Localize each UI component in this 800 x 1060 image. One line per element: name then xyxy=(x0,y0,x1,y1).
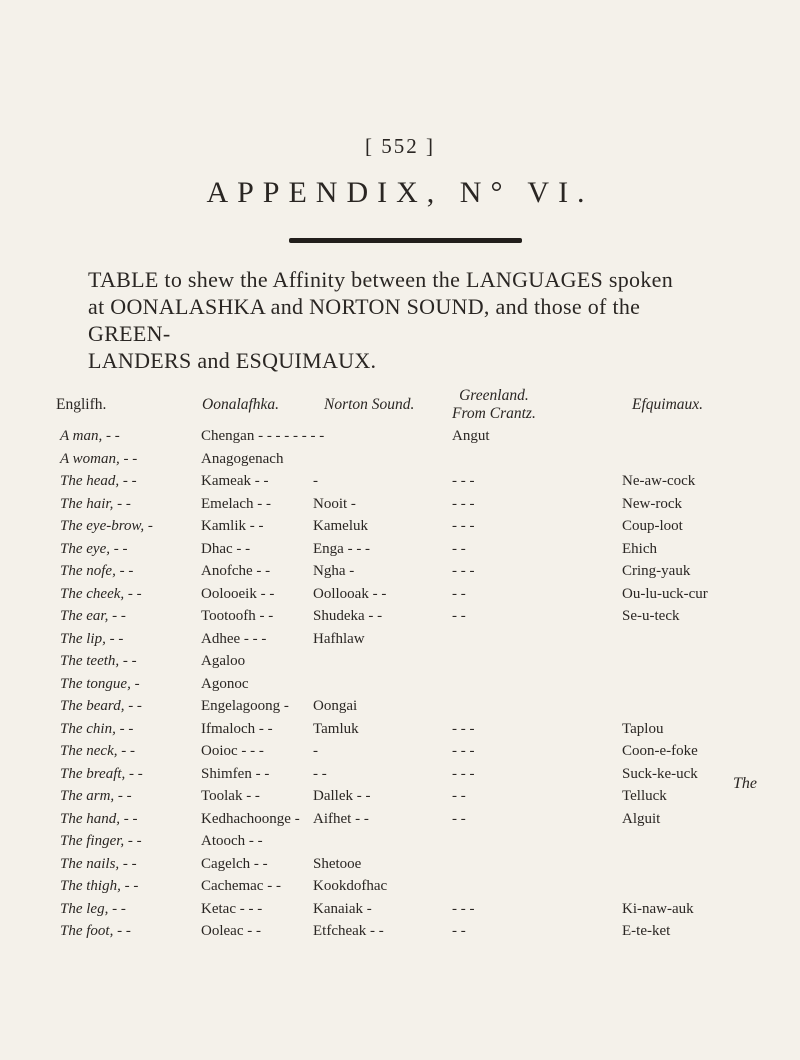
cell-english: The leg, - - xyxy=(60,900,126,917)
table-row xyxy=(0,921,800,942)
cell-norton: - - xyxy=(313,765,327,782)
table-caption xyxy=(88,266,728,374)
table-row xyxy=(0,539,800,560)
cell-norton: Enga - - - xyxy=(313,540,371,557)
cell-oonalashka: Kameak - - xyxy=(201,473,269,489)
cell-english: The foot, - - xyxy=(60,923,131,939)
cell-english: The eye-brow, - xyxy=(60,518,153,534)
table-row xyxy=(0,786,800,807)
cell-norton: Hafhlaw xyxy=(313,630,365,647)
cell-norton: Shudeka - - xyxy=(313,608,383,624)
cell-greenland: - - - xyxy=(452,743,475,759)
cell-greenland: Angut xyxy=(452,428,490,444)
cell-english: The finger, - - xyxy=(60,833,142,849)
table-row xyxy=(0,561,800,582)
cell-esquimaux: Alguit xyxy=(622,810,661,827)
header-norton: Norton Sound. xyxy=(324,396,415,413)
cell-greenland: - - xyxy=(452,923,466,939)
table-row xyxy=(0,899,800,920)
cell-oonalashka: Engelagoong - xyxy=(201,698,289,714)
cell-english: The nofe, - - xyxy=(60,563,134,579)
cell-esquimaux: Telluck xyxy=(622,788,667,804)
cell-oonalashka: Ooleac - - xyxy=(201,923,261,939)
cell-esquimaux: Ehich xyxy=(622,540,657,557)
cell-oonalashka: Chengan - - - - - - - - xyxy=(201,428,325,444)
cell-esquimaux: Taplou xyxy=(622,720,664,737)
cell-oonalashka: Adhee - - - xyxy=(201,630,267,647)
cell-english: The thigh, - - xyxy=(60,878,139,894)
cell-oonalashka: Dhac - - xyxy=(201,540,251,557)
cell-english: A man, - - xyxy=(60,428,120,444)
cell-norton: Aifhet - - xyxy=(313,810,369,827)
cell-esquimaux: E-te-ket xyxy=(622,923,671,939)
cell-english: The beard, - - xyxy=(60,698,142,714)
page-number: [ 552 ] xyxy=(365,134,435,158)
caption-line-1: TABLE to shew the Affinity between the LANGUAGES spoken xyxy=(88,267,674,292)
cell-oonalashka: Ketac - - - xyxy=(201,900,263,917)
cell-greenland: - - - xyxy=(452,720,475,737)
cell-english: The neck, - - xyxy=(60,743,135,759)
cell-esquimaux: New-rock xyxy=(622,495,682,512)
cell-english: The chin, - - xyxy=(60,720,134,737)
cell-english: The eye, - - xyxy=(60,540,128,557)
table-row xyxy=(0,606,800,627)
cell-norton: Kameluk xyxy=(313,518,368,534)
table-row xyxy=(0,674,800,695)
cell-esquimaux: Ne-aw-cock xyxy=(622,473,696,489)
header-english: Englifh. xyxy=(56,396,107,413)
cell-greenland: - - xyxy=(452,540,466,557)
cell-norton: Oollooak - - xyxy=(313,585,387,602)
cell-english: The ear, - - xyxy=(60,608,126,624)
cell-english: The head, - - xyxy=(60,473,137,489)
cell-norton: - xyxy=(313,473,318,489)
table-row xyxy=(0,831,800,852)
cell-english: The hand, - - xyxy=(60,810,138,827)
cell-oonalashka: Anagogenach xyxy=(201,450,284,467)
cell-english: The breaft, - - xyxy=(60,765,143,782)
cell-english: The tongue, - xyxy=(60,675,140,692)
table-row xyxy=(0,471,800,492)
table-row xyxy=(0,516,800,537)
cell-norton: Shetooe xyxy=(313,855,362,872)
cell-greenland: - - - xyxy=(452,495,475,512)
header-greenland-line-2: From Crantz. xyxy=(452,405,536,422)
cell-norton: - xyxy=(313,743,318,759)
cell-greenland: - - xyxy=(452,608,466,624)
title-rule xyxy=(289,238,522,243)
table-row xyxy=(0,809,800,830)
cell-norton: Oongai xyxy=(313,698,358,714)
cell-norton: Etfcheak - - xyxy=(313,923,384,939)
header-greenland-line-1: Greenland. xyxy=(459,387,529,404)
table-row xyxy=(0,876,800,897)
cell-greenland: - - xyxy=(452,585,466,602)
cell-oonalashka: Kamlik - - xyxy=(201,518,264,534)
cell-greenland: - - - xyxy=(452,765,475,782)
cell-greenland: - - xyxy=(452,810,466,827)
cell-esquimaux: Ou-lu-uck-cur xyxy=(622,585,708,602)
table-row xyxy=(0,651,800,672)
cell-esquimaux: Coon-e-foke xyxy=(622,743,698,759)
caption-line-3: LANDERS and ESQUIMAUX. xyxy=(88,348,377,373)
cell-oonalashka: Oolooeik - - xyxy=(201,585,275,602)
cell-norton: Ngha - xyxy=(313,563,355,579)
table-row xyxy=(0,629,800,650)
header-esquimaux: Efquimaux. xyxy=(632,396,704,413)
cell-norton: Kanaiak - xyxy=(313,900,372,917)
catchword: The xyxy=(733,775,757,792)
cell-oonalashka: Agaloo xyxy=(201,653,246,669)
table-row xyxy=(0,584,800,605)
cell-esquimaux: Coup-loot xyxy=(622,518,683,534)
cell-esquimaux: Cring-yauk xyxy=(622,563,691,579)
cell-greenland: - - - xyxy=(452,563,475,579)
cell-greenland: - - - xyxy=(452,473,475,489)
table-row xyxy=(0,741,800,762)
table-row xyxy=(0,426,800,447)
cell-english: The cheek, - - xyxy=(60,585,142,602)
cell-oonalashka: Toolak - - xyxy=(201,788,260,804)
cell-esquimaux: Se-u-teck xyxy=(622,608,680,624)
cell-oonalashka: Ooioc - - - xyxy=(201,743,264,759)
header-greenland xyxy=(452,387,536,423)
cell-english: The nails, - - xyxy=(60,855,137,872)
cell-norton: Tamluk xyxy=(313,720,359,737)
cell-oonalashka: Ifmaloch - - xyxy=(201,720,273,737)
cell-esquimaux: Suck-ke-uck xyxy=(622,765,698,782)
appendix-title: APPENDIX, N° VI. xyxy=(206,176,594,209)
cell-oonalashka: Shimfen - - xyxy=(201,765,270,782)
cell-english: The lip, - - xyxy=(60,630,124,647)
cell-oonalashka: Cagelch - - xyxy=(201,855,268,872)
cell-oonalashka: Emelach - - xyxy=(201,495,271,512)
cell-greenland: - - - xyxy=(452,900,475,917)
table-row xyxy=(0,494,800,515)
header-oonalashka: Oonalafhka. xyxy=(202,396,280,413)
table-row xyxy=(0,854,800,875)
table-row xyxy=(0,764,800,785)
table-row xyxy=(0,696,800,717)
cell-oonalashka: Cachemac - - xyxy=(201,878,281,894)
cell-oonalashka: Kedhachoonge - xyxy=(201,810,300,827)
cell-english: A woman, - - xyxy=(60,450,138,467)
cell-oonalashka: Atooch - - xyxy=(201,833,263,849)
cell-oonalashka: Tootoofh - - xyxy=(201,608,274,624)
cell-english: The teeth, - - xyxy=(60,653,137,669)
caption-line-2: at OONALASHKA and NORTON SOUND, and those of the GREEN- xyxy=(88,294,641,346)
table-row xyxy=(0,449,800,470)
cell-norton: Dallek - - xyxy=(313,788,371,804)
cell-norton: Kookdofhac xyxy=(313,878,388,894)
cell-oonalashka: Anofche - - xyxy=(201,563,271,579)
cell-oonalashka: Agonoc xyxy=(201,675,249,692)
cell-english: The arm, - - xyxy=(60,788,132,804)
table-row xyxy=(0,719,800,740)
cell-esquimaux: Ki-naw-auk xyxy=(622,900,694,917)
cell-norton: Nooit - xyxy=(313,495,356,512)
cell-english: The hair, - - xyxy=(60,495,131,512)
cell-greenland: - - - xyxy=(452,518,475,534)
cell-greenland: - - xyxy=(452,788,466,804)
